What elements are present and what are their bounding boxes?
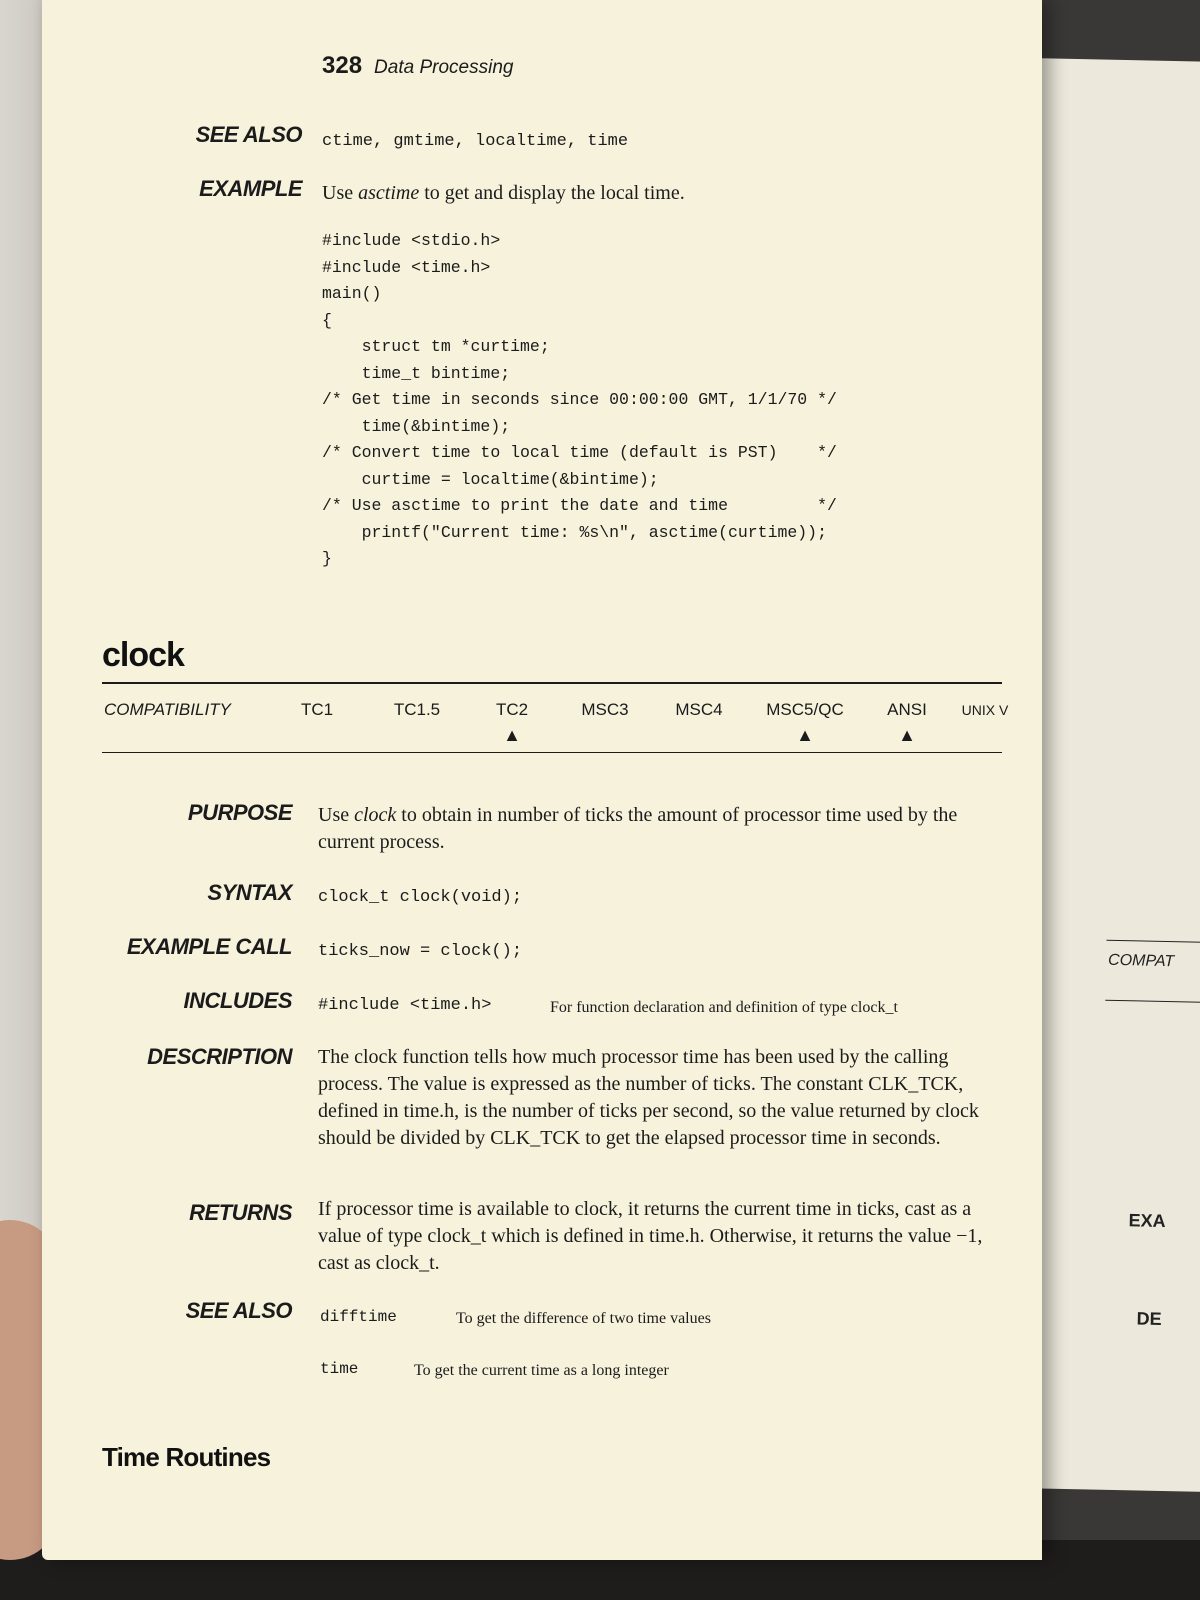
page-number: 328 — [322, 52, 363, 79]
compat-column — [930, 700, 1040, 720]
facing-page-compat-fragment: COMPAT — [1107, 951, 1175, 971]
example-intro — [322, 180, 685, 207]
compat-supported-mark: ▲ — [503, 725, 521, 745]
section-title: Data Processing — [374, 57, 514, 78]
compat-name: TC2 — [495, 700, 529, 719]
compat-name: TC1 — [300, 700, 334, 719]
compat-name: MSC4 — [675, 700, 723, 719]
compat-column — [644, 700, 754, 720]
footer-section-title: Time Routines — [102, 1442, 271, 1472]
syntax-label: SYNTAX — [207, 880, 292, 905]
example-code-block: #include <stdio.h> #include <time.h> main() { struct tm *curtime; time_t bintime; /* Get time in seconds since 00:00:00 GMT, 1/1/70 */ time(&bintime); /* Convert time to local time (default is PST) */ curtime = localtime(&bintime); /* Use asctime to print the date and time */ printf("Current time: %s\n", asctime(curtime)); } — [322, 231, 837, 568]
running-head — [322, 52, 513, 80]
compat-column — [262, 700, 372, 720]
includes-code: #include <time.h> — [318, 996, 492, 1015]
see-also-value: ctime, gmtime, localtime, time — [322, 132, 629, 151]
purpose-label: PURPOSE — [187, 800, 292, 825]
includes-label: INCLUDES — [183, 988, 292, 1013]
see-also-function: time — [320, 1360, 359, 1378]
purpose-text — [318, 802, 1008, 856]
entry-compat-rule — [102, 752, 1002, 753]
example-intro-text: to get and display the local time. — [419, 182, 685, 204]
see-also-note: To get the current time as a long integer — [414, 1362, 669, 1379]
compat-column — [362, 700, 472, 720]
facing-page-example-fragment: EXA — [1128, 1210, 1166, 1232]
see-also-function: difftime — [320, 1308, 397, 1326]
compatibility-label: COMPATIBILITY — [104, 700, 231, 719]
compat-name: MSC5/QC — [766, 700, 844, 719]
compat-name: ANSI — [887, 700, 927, 719]
example-call-value: ticks_now = clock(); — [318, 942, 523, 961]
facing-page-rule — [1107, 940, 1200, 944]
book-page — [42, 0, 1042, 1560]
syntax-value: clock_t clock(void); — [318, 888, 523, 907]
facing-page-rule — [1105, 1000, 1200, 1004]
purpose-text-part: to obtain in number of ticks the amount of processor time used by the current process. — [318, 804, 958, 853]
compat-name: UNIX V — [961, 702, 1009, 718]
compat-name: MSC3 — [581, 700, 629, 719]
compat-supported-mark: ▲ — [796, 725, 814, 745]
example-label: EXAMPLE — [199, 176, 302, 201]
example-intro-function: asctime — [358, 182, 420, 204]
facing-page-desc-fragment: DE — [1136, 1308, 1162, 1329]
returns-text: If processor time is available to clock, it returns the current time in ticks, cast as a value of type clock_t which is defined in time.h. Otherwise, it returns the value −1, cast as clock_t. — [318, 1198, 983, 1274]
purpose-text-part: Use — [318, 804, 355, 826]
compat-column — [750, 700, 860, 744]
returns-label: RETURNS — [189, 1200, 292, 1225]
see-also-label: SEE ALSO — [195, 122, 302, 147]
entry-top-rule — [102, 682, 1002, 684]
see-also-label: SEE ALSO — [185, 1298, 292, 1323]
includes-note: For function declaration and definition of type clock_t — [550, 999, 898, 1016]
entry-title: clock — [102, 636, 184, 674]
compat-supported-mark: ▲ — [898, 725, 916, 745]
purpose-function: clock — [354, 804, 397, 826]
compat-name: TC1.5 — [393, 700, 441, 719]
example-call-label: EXAMPLE CALL — [126, 934, 292, 959]
see-also-note: To get the difference of two time values — [456, 1310, 711, 1327]
description-text: The clock function tells how much processor time has been used by the calling process. The value is expressed as the number of ticks. The constant CLK_TCK, defined in time.h, is the number of ticks per second, so the value returned by clock should be divided by CLK_TCK to get the elapsed processor time in seconds. — [318, 1046, 979, 1149]
example-intro-text: Use — [322, 182, 359, 204]
description-label: DESCRIPTION — [147, 1044, 292, 1069]
